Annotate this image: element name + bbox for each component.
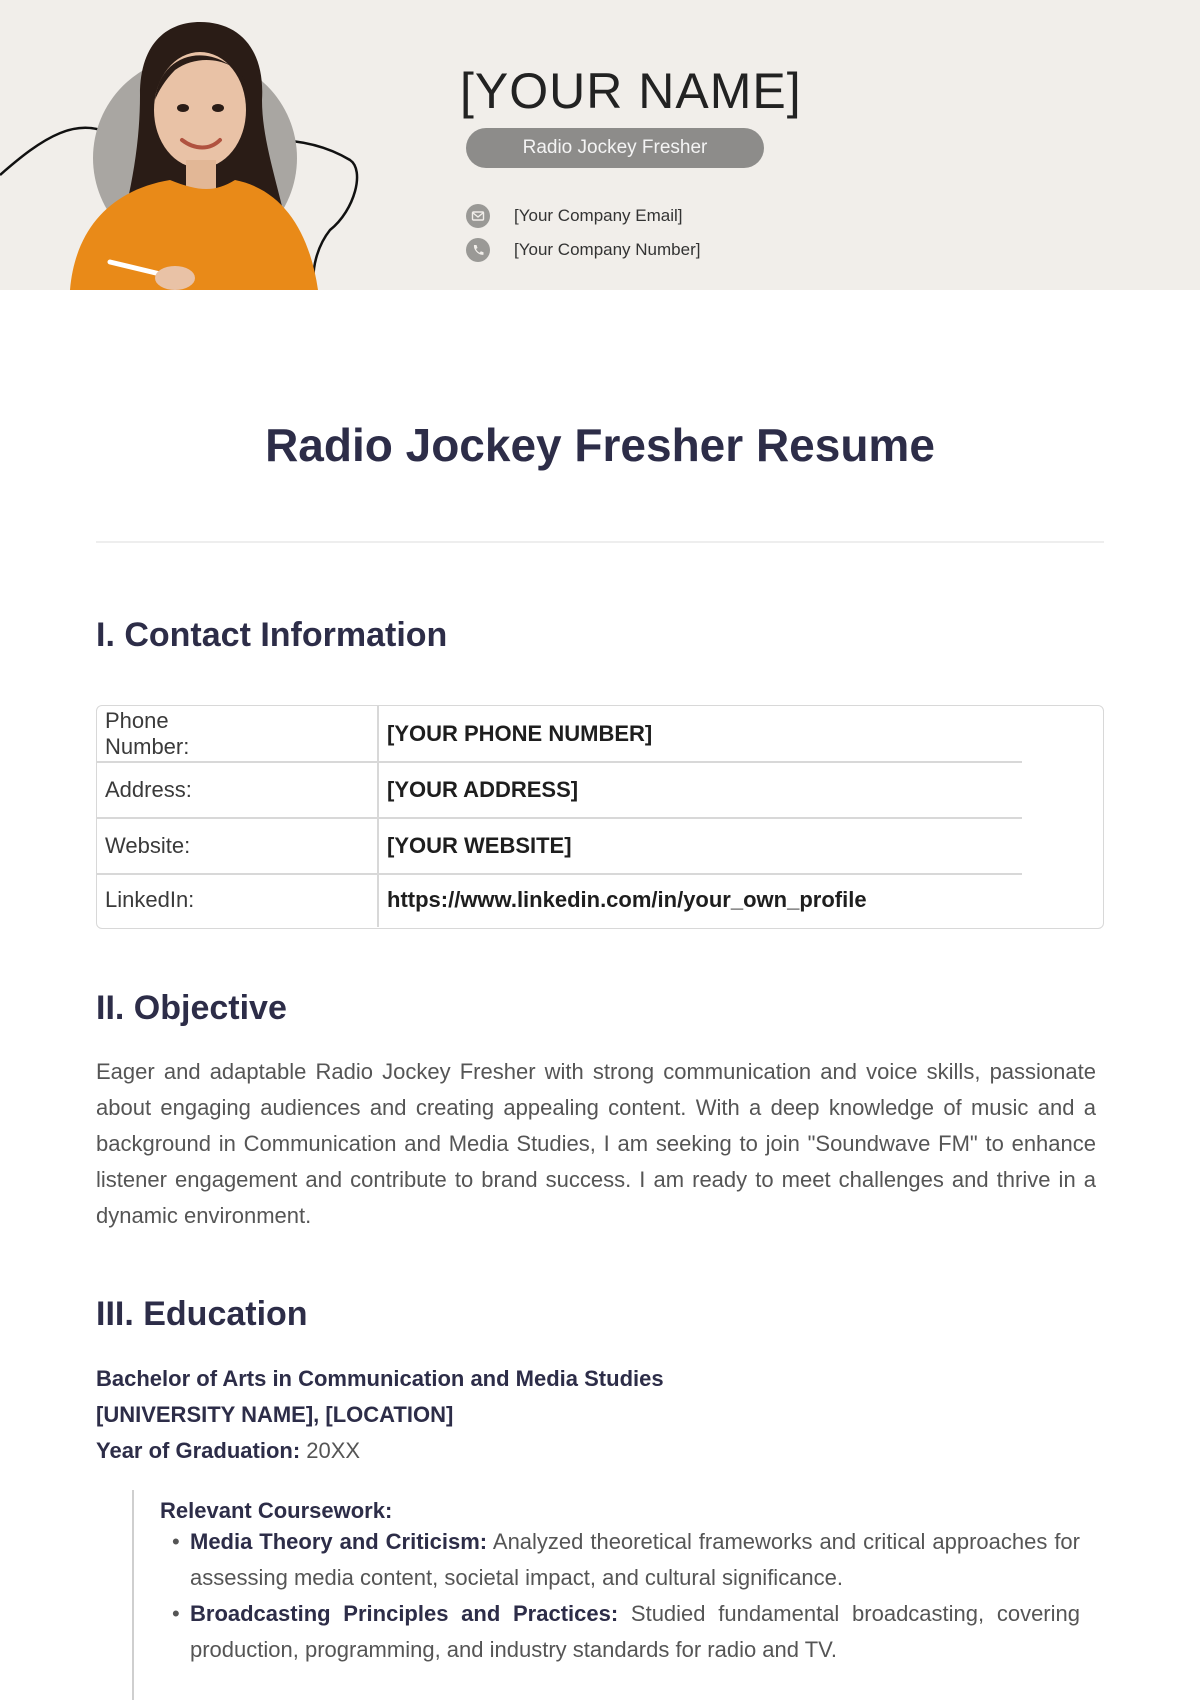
coursework-block bbox=[132, 1490, 1080, 1700]
contact-heading: I. Contact Information bbox=[96, 616, 448, 654]
linkedin-link[interactable]: https://www.linkedin.com/in/your_own_profile bbox=[387, 887, 867, 912]
course-description: Studied fundamental broadcasting, covering production, programming, and industry standards for radio and TV. bbox=[190, 1601, 1080, 1662]
degree-title: Bachelor of Arts in Communication and Media Studies bbox=[96, 1366, 664, 1391]
header-email-text: [Your Company Email] bbox=[514, 206, 683, 225]
header-email bbox=[466, 204, 683, 228]
list-item bbox=[180, 1524, 1080, 1596]
table-row-divider bbox=[377, 761, 1022, 763]
role-badge bbox=[466, 128, 764, 168]
profile-photo bbox=[0, 0, 360, 290]
contact-label: Website: bbox=[105, 833, 191, 858]
graduation-year: 20XX bbox=[306, 1438, 361, 1463]
header-phone-text: [Your Company Number] bbox=[514, 240, 701, 259]
objective-text: Eager and adaptable Radio Jockey Fresher with strong communication and voice skills, passionate about engaging audiences and creating appealing content. With a deep knowledge of music and a background in Communication and Media Studies, I am seeking to join "Soundwave FM" to enhance listener engagement and contribute to brand success. I am ready to meet challenges and thrive in a dynamic environment. bbox=[96, 1059, 1096, 1228]
table-row-divider bbox=[97, 873, 377, 875]
table-row-divider bbox=[377, 873, 1022, 875]
phone-icon bbox=[466, 238, 490, 262]
contact-value: [YOUR ADDRESS] bbox=[387, 777, 579, 802]
university-line: [UNIVERSITY NAME], [LOCATION] bbox=[96, 1402, 454, 1427]
mail-icon bbox=[466, 204, 490, 228]
contact-table bbox=[96, 705, 1104, 929]
contact-label: LinkedIn: bbox=[105, 887, 195, 912]
list-item bbox=[180, 1596, 1080, 1668]
contact-label: Phone Number: bbox=[105, 708, 190, 759]
table-row-divider bbox=[97, 817, 377, 819]
title-divider bbox=[96, 541, 1104, 543]
coursework-heading: Relevant Coursework: bbox=[160, 1498, 393, 1523]
contact-value: [YOUR WEBSITE] bbox=[387, 833, 572, 858]
header-name: [YOUR NAME] bbox=[460, 63, 802, 119]
graduation-label: Year of Graduation: bbox=[96, 1438, 301, 1463]
course-title: Media Theory and Criticism: bbox=[190, 1529, 488, 1554]
contact-label: Address: bbox=[105, 777, 192, 802]
course-description: Analyzed theoretical frameworks and critical approaches for assessing media content, societal impact, and cultural significance. bbox=[190, 1529, 1080, 1590]
table-row-divider bbox=[97, 761, 377, 763]
portrait-illustration bbox=[0, 0, 360, 290]
contact-value: [YOUR PHONE NUMBER] bbox=[387, 721, 653, 746]
graduation-line bbox=[96, 1438, 360, 1464]
table-row-divider bbox=[377, 817, 1022, 819]
document-title: Radio Jockey Fresher Resume bbox=[265, 419, 935, 471]
header-phone bbox=[466, 238, 700, 262]
role-label: Radio Jockey Fresher bbox=[522, 137, 708, 158]
course-title: Broadcasting Principles and Practices: bbox=[190, 1601, 619, 1626]
objective-heading: II. Objective bbox=[96, 989, 287, 1027]
education-heading: III. Education bbox=[96, 1295, 308, 1333]
